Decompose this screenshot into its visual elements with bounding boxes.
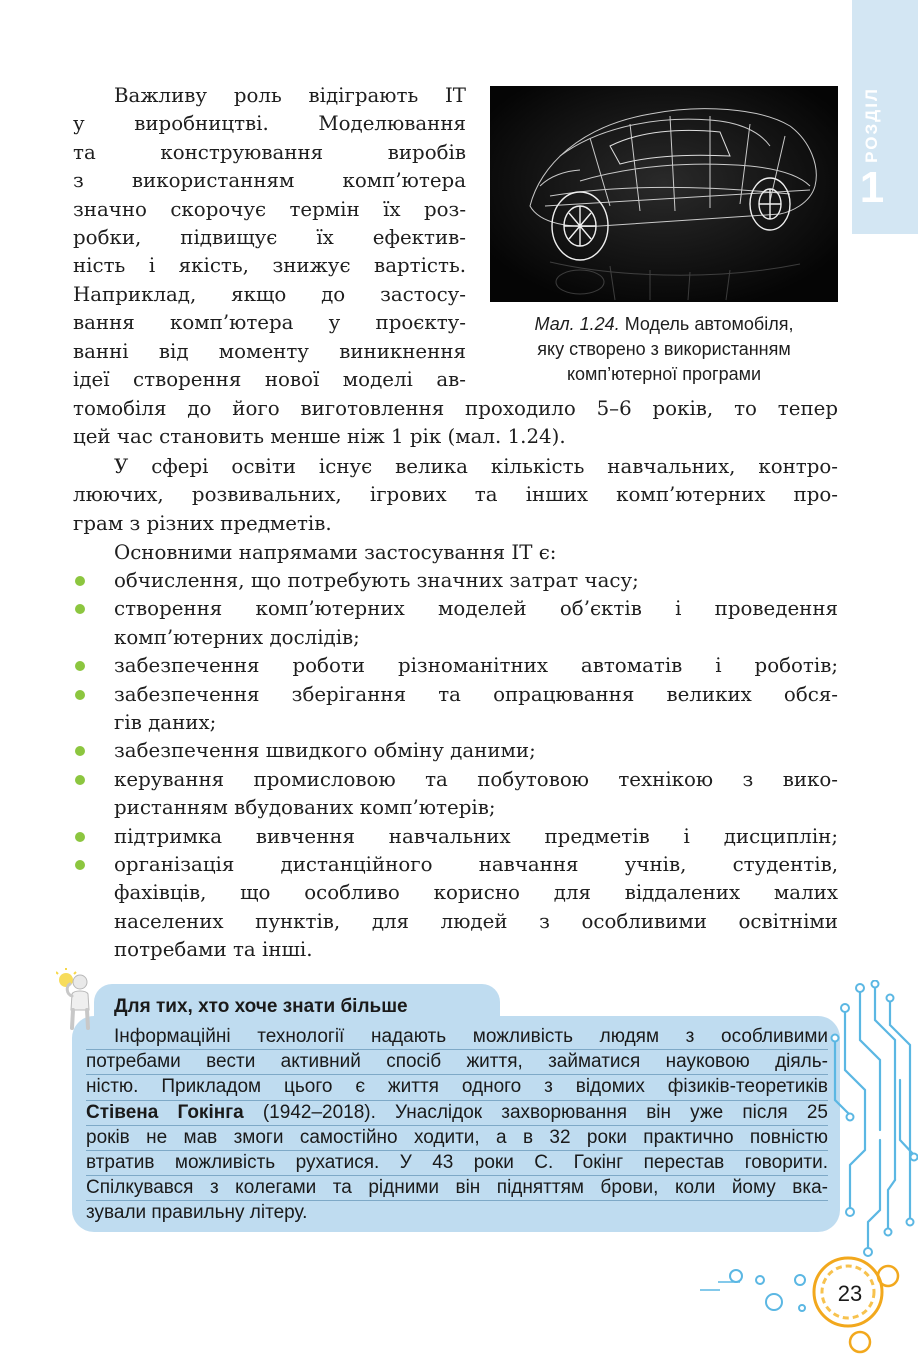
thinking-person-icon — [56, 968, 96, 1030]
info-box-title: Для тих, хто хоче знати більше — [114, 996, 408, 1017]
list-item — [73, 567, 838, 595]
text-line: томобіля до його виготовлення проходило 5–6 років, то тепер — [73, 397, 838, 420]
chapter-number: 1 — [859, 163, 885, 212]
text-line: Інформаційні технології надають можливість людям з особливими — [86, 1025, 828, 1050]
list-item — [73, 737, 838, 765]
page-number: 23 — [837, 1281, 863, 1306]
text-line: організація дистанційного навчання учнів, студентів, — [114, 853, 838, 877]
directions-list — [73, 567, 838, 965]
text-line: зували правильну літеру. — [86, 1202, 308, 1224]
paragraph-intro-continued — [73, 395, 838, 452]
text-line: підтримка вивчення навчальних предметів і дисциплін; — [114, 824, 838, 848]
bullet-icon — [75, 860, 85, 870]
text-line: років не мав змоги самостійно ходити, а в 32 роки практично повністю — [86, 1126, 828, 1151]
paragraph-education — [73, 453, 838, 538]
list-item — [73, 766, 838, 823]
bullet-icon — [75, 775, 85, 785]
list-item — [73, 823, 838, 851]
text-line: забезпечення роботи різноманітних автоматів і роботів; — [114, 654, 838, 678]
text-line: потребами та інші. — [114, 938, 313, 962]
caption-line: Модель автомобіля, — [619, 314, 794, 334]
text-line: керування промисловою та побутовою технікою з вико- — [114, 767, 838, 791]
text-line: фахівців, що особливо корисно для віддалених малих — [114, 881, 838, 905]
caption-line: комп’ютерної програми — [566, 364, 762, 384]
text-line: втратив можливість рухатися. У 43 роки С. Гокінг перестав говорити. — [86, 1151, 828, 1176]
text-line: створення комп’ютерних моделей об’єктів і проведення — [114, 597, 838, 621]
text-line: грам з різних предметів. — [73, 511, 332, 535]
text-line: ністю. Прикладом цього є життя одного з відомих фізиків-теоретиків — [86, 1075, 828, 1100]
bullet-icon — [75, 832, 85, 842]
text-line: Наприклад, якщо до застосу- — [73, 282, 466, 306]
list-item — [73, 681, 838, 738]
text-line: Спілкувався з колегами та рідними він підняттям брови, коли йому вка- — [86, 1176, 828, 1201]
text-line: та конструювання виробів — [73, 140, 466, 164]
text-line: ристанням вбудованих комп’ютерів; — [114, 796, 496, 820]
bullet-icon — [75, 661, 85, 671]
text-line: Важливу роль відіграють ІТ — [114, 84, 466, 107]
text-line: гів даних; — [114, 711, 217, 735]
bullet-icon — [75, 576, 85, 586]
text-line: ванні від моменту виникнення — [73, 339, 466, 363]
text-line: ність і якість, знижує вартість. — [73, 254, 466, 278]
text-line: Стівена Гокінга (1942–2018). Унаслідок захворювання він уже після 25 — [86, 1101, 828, 1126]
text-line: потребами вести активний спосіб життя, займатися науковою діяль- — [86, 1050, 828, 1075]
caption-line: яку створено з використанням — [537, 339, 791, 359]
text-line: вання комп’ютера у проєкту- — [73, 311, 466, 335]
text-line: населених пунктів, для людей з особливими освітніми — [114, 909, 838, 933]
figure-caption — [488, 312, 840, 387]
bullet-icon — [75, 746, 85, 756]
text-line: значно скорочує термін їх роз- — [73, 197, 466, 221]
bullet-icon — [75, 690, 85, 700]
text-line: робки, підвищує їх ефектив- — [73, 226, 466, 250]
text-line: комп’ютерних дослідів; — [114, 625, 360, 649]
text-line: забезпечення швидкого обміну даними; — [114, 739, 536, 763]
chapter-label: РОЗДІЛ — [862, 87, 881, 163]
list-item — [73, 595, 838, 652]
text-line: обчислення, що потребують значних затрат часу; — [114, 569, 639, 592]
figure-label: Мал. 1.24. — [534, 314, 620, 334]
wireframe-car-image — [490, 86, 838, 302]
list-item — [73, 851, 838, 965]
text-line: У сфері освіти існує велика кількість навчальних, контро- — [114, 455, 838, 478]
text-line: забезпечення зберігання та опрацювання великих обся- — [114, 682, 838, 706]
paragraph-directions — [73, 539, 838, 567]
text-line: люючих, розвивальних, ігрових та інших комп’ютерних про- — [73, 483, 838, 507]
text-line: цей час становить менше ніж 1 рік (мал. 1.24). — [73, 425, 566, 449]
bold-name: Стівена Гокінга — [86, 1101, 244, 1123]
text-line: з використанням комп’ютера — [73, 169, 466, 193]
paragraph-intro — [73, 82, 466, 394]
text-line: Основними напрямами застосування ІТ є: — [114, 541, 557, 564]
text-line: у виробництві. Моделювання — [73, 112, 466, 136]
circuit-decoration-icon — [700, 980, 918, 1360]
list-item — [73, 652, 838, 680]
bullet-icon — [75, 604, 85, 614]
text-line: ідеї створення нової моделі ав- — [73, 368, 466, 392]
